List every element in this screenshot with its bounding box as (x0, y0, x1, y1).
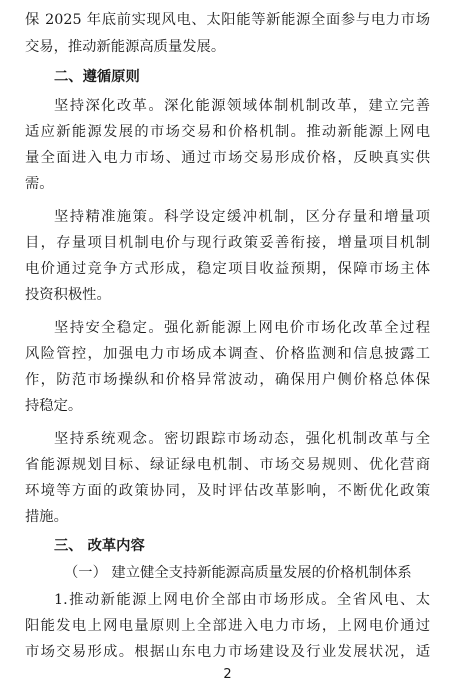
paragraph-line: 电价通过竞争方式形成，稳定项目收益预期，保障市场主体 (25, 261, 430, 277)
paragraph-line: 坚持深化改革。深化能源领域体制机制改革，建立完善 (54, 98, 430, 114)
paragraph-line: 环境等方面的政策协同，及时评估改革影响，不断优化政策 (25, 483, 430, 499)
paragraph-line: 省能源规划目标、绿证绿电机制、市场交易规则、优化营商 (25, 457, 430, 473)
subsection-heading: （一） 建立健全支持新能源高质量发展的价格机制体系 (64, 565, 412, 581)
intro-line: 交易，推动新能源高质量发展。 (25, 39, 226, 55)
paragraph-line: 坚持系统观念。密切跟踪市场动态，强化机制改革与全 (54, 431, 430, 447)
paragraph-line: 作，防范市场操纵和价格异常波动，确保用户侧价格总体保 (25, 372, 430, 388)
paragraph-line: 坚持安全稳定。强化新能源上网电价市场化改革全过程 (54, 320, 430, 336)
paragraph-line: 适应新能源发展的市场交易和价格机制。推动新能源上网电 (25, 124, 430, 140)
paragraph-line: 阳能发电上网电量原则上全部进入电力市场，上网电价通过 (25, 618, 430, 634)
paragraph-line: 投资积极性。 (25, 287, 111, 303)
paragraph-line: 市场交易形成。根据山东电力市场建设及行业发展状况，适 (25, 644, 430, 660)
paragraph-line: 目，存量项目机制电价与现行政策妥善衔接，增量项目机制 (25, 235, 430, 251)
intro-line: 保 2025 年底前实现风电、太阳能等新能源全面参与电力市场 (25, 12, 430, 28)
paragraph-line: 需。 (25, 176, 54, 192)
paragraph-line: 措施。 (25, 509, 68, 525)
paragraph-line: 风险管控，加强电力市场成本调查、价格监测和信息披露工 (25, 346, 430, 362)
paragraph-line: 量全面进入电力市场、通过市场交易形成价格，反映真实供 (25, 150, 430, 166)
section-heading: 二、遵循原则 (54, 69, 140, 85)
paragraph-line: 坚持精准施策。科学设定缓冲机制，区分存量和增量项 (54, 209, 430, 225)
page-number: 2 (223, 667, 232, 682)
paragraph-line: 1.推动新能源上网电价全部由市场形成。全省风电、太 (54, 592, 430, 608)
section-heading: 三、 改革内容 (54, 538, 145, 554)
paragraph-line: 持稳定。 (25, 398, 83, 414)
